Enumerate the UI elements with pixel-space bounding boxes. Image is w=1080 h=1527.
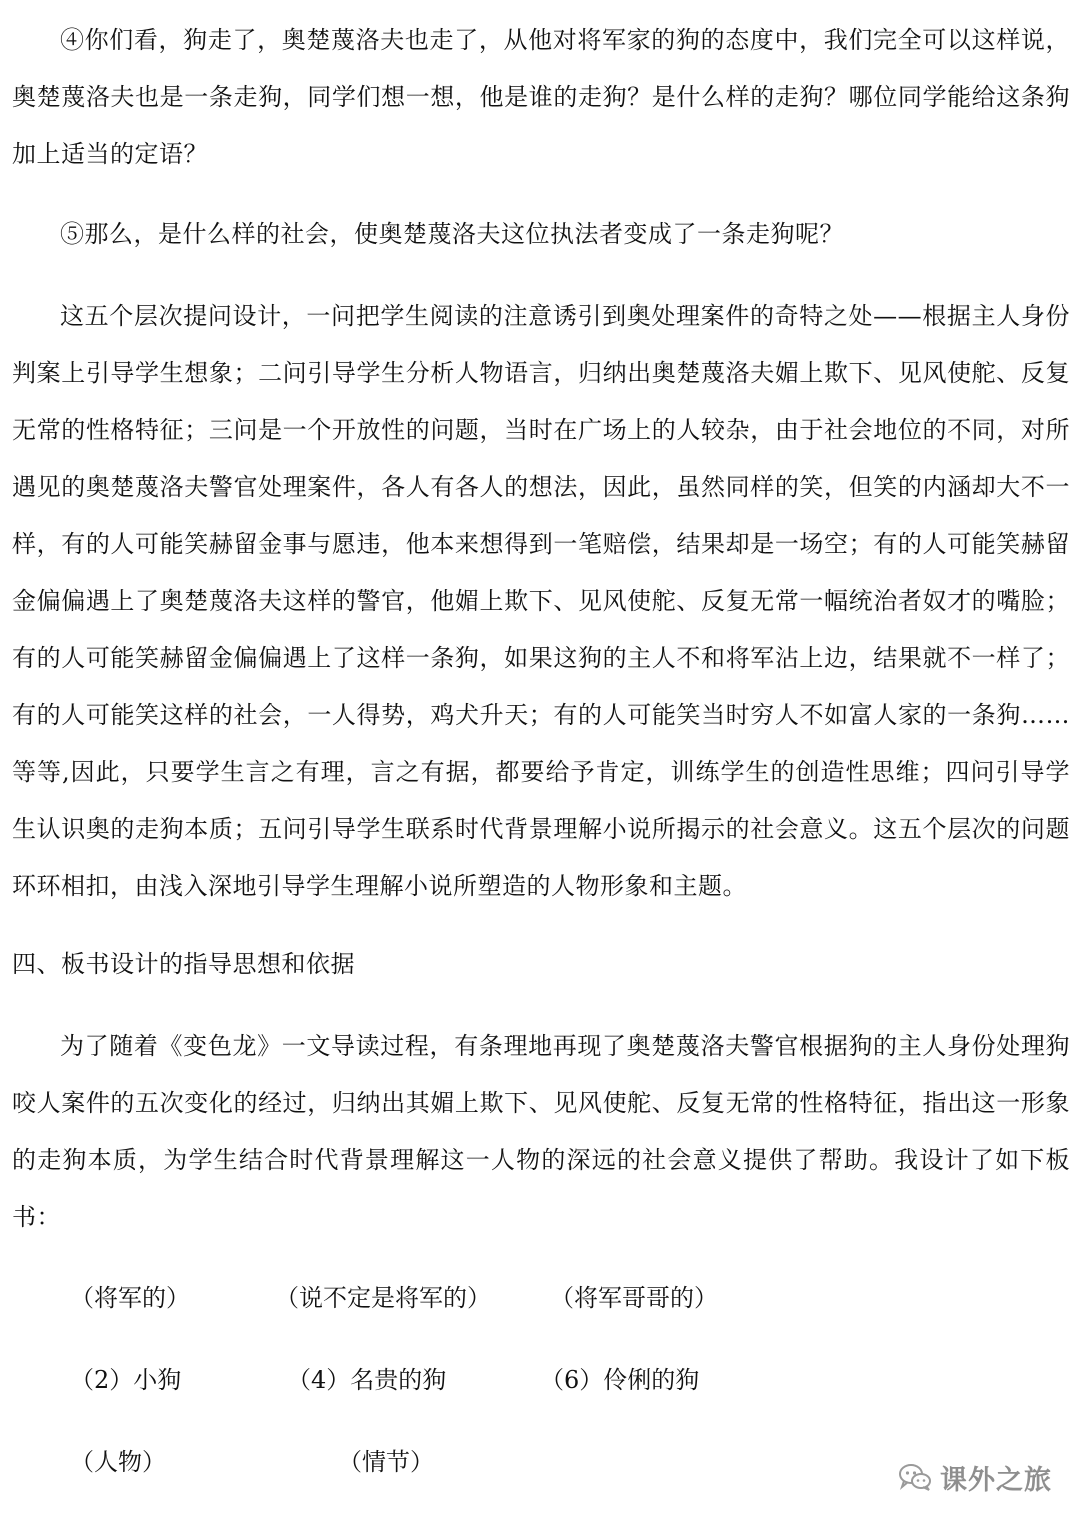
paragraph-question-4: ④你们看，狗走了，奥楚蔑洛夫也走了，从他对将军家的狗的态度中，我们完全可以这样说，奥楚蔑洛夫也是一条走狗，同学们想一想，他是谁的走狗？是什么样的走狗？哪位同学能给这条狗加上适当的定语？ — [12, 26, 1070, 168]
watermark-text: 课外之旅 — [940, 1464, 1052, 1496]
paragraph-board-intro: 为了随着《变色龙》一文导读过程，有条理地再现了奥楚蔑洛夫警官根据狗的主人身份处理狗咬人案件的五次变化的经过，归纳出其媚上欺下、见风使舵、反复无常的性格特征，指出这一形象的走狗本质，为学生结合时代背景理解这一人物的深远的社会意义提供了帮助。我设计了如下板书： — [12, 1032, 1070, 1231]
board-cell: （说不定是将军的） — [275, 1284, 491, 1312]
wechat-icon — [898, 1462, 932, 1492]
board-cell: （人物） — [70, 1448, 166, 1476]
board-cell: （情节） — [338, 1448, 434, 1476]
board-cell: （6）伶俐的狗 — [540, 1366, 700, 1394]
board-cell: （将军哥哥的） — [550, 1284, 718, 1312]
watermark — [898, 1455, 1052, 1499]
board-cell: （4）名贵的狗 — [287, 1366, 447, 1394]
paragraph-question-5: ⑤那么，是什么样的社会，使奥楚蔑洛夫这位执法者变成了一条走狗呢？ — [60, 220, 844, 248]
section-heading: 四、板书设计的指导思想和依据 — [12, 950, 355, 978]
board-cell: （将军的） — [70, 1284, 190, 1312]
board-row-owners — [0, 1278, 1080, 1318]
board-cell: （2）小狗 — [70, 1366, 182, 1394]
board-row-dogs — [0, 1360, 1080, 1400]
paragraph-analysis: 这五个层次提问设计，一问把学生阅读的注意诱引到奥处理案件的奇特之处——根据主人身份判案上引导学生想象；二问引导学生分析人物语言，归纳出奥楚蔑洛夫媚上欺下、见风使舵、反复无常的性格特征；三问是一个开放性的问题，当时在广场上的人较杂，由于社会地位的不同，对所遇见的奥楚蔑洛夫警官处理案件，各人有各人的想法，因此，虽然同样的笑，但笑的内涵却大不一样，有的人可能笑赫留金事与愿违，他本来想得到一笔赔偿，结果却是一场空；有的人可能笑赫留金偏偏遇上了奥楚蔑洛夫这样的警官，他媚上欺下、见风使舵、反复无常一幅统治者奴才的嘴脸；有的人可能笑赫留金偏偏遇上了这样一条狗，如果这狗的主人不和将军沾上边，结果就不一样了；有的人可能笑这样的社会，一人得势，鸡犬升天；有的人可能笑当时穷人不如富人家的一条狗……等等,因此，只要学生言之有理，言之有据，都要给予肯定，训练学生的创造性思维；四问引导学生认识奥的走狗本质；五问引导学生联系时代背景理解小说所揭示的社会意义。这五个层次的问题环环相扣，由浅入深地引导学生理解小说所塑造的人物形象和主题。 — [12, 302, 1070, 900]
